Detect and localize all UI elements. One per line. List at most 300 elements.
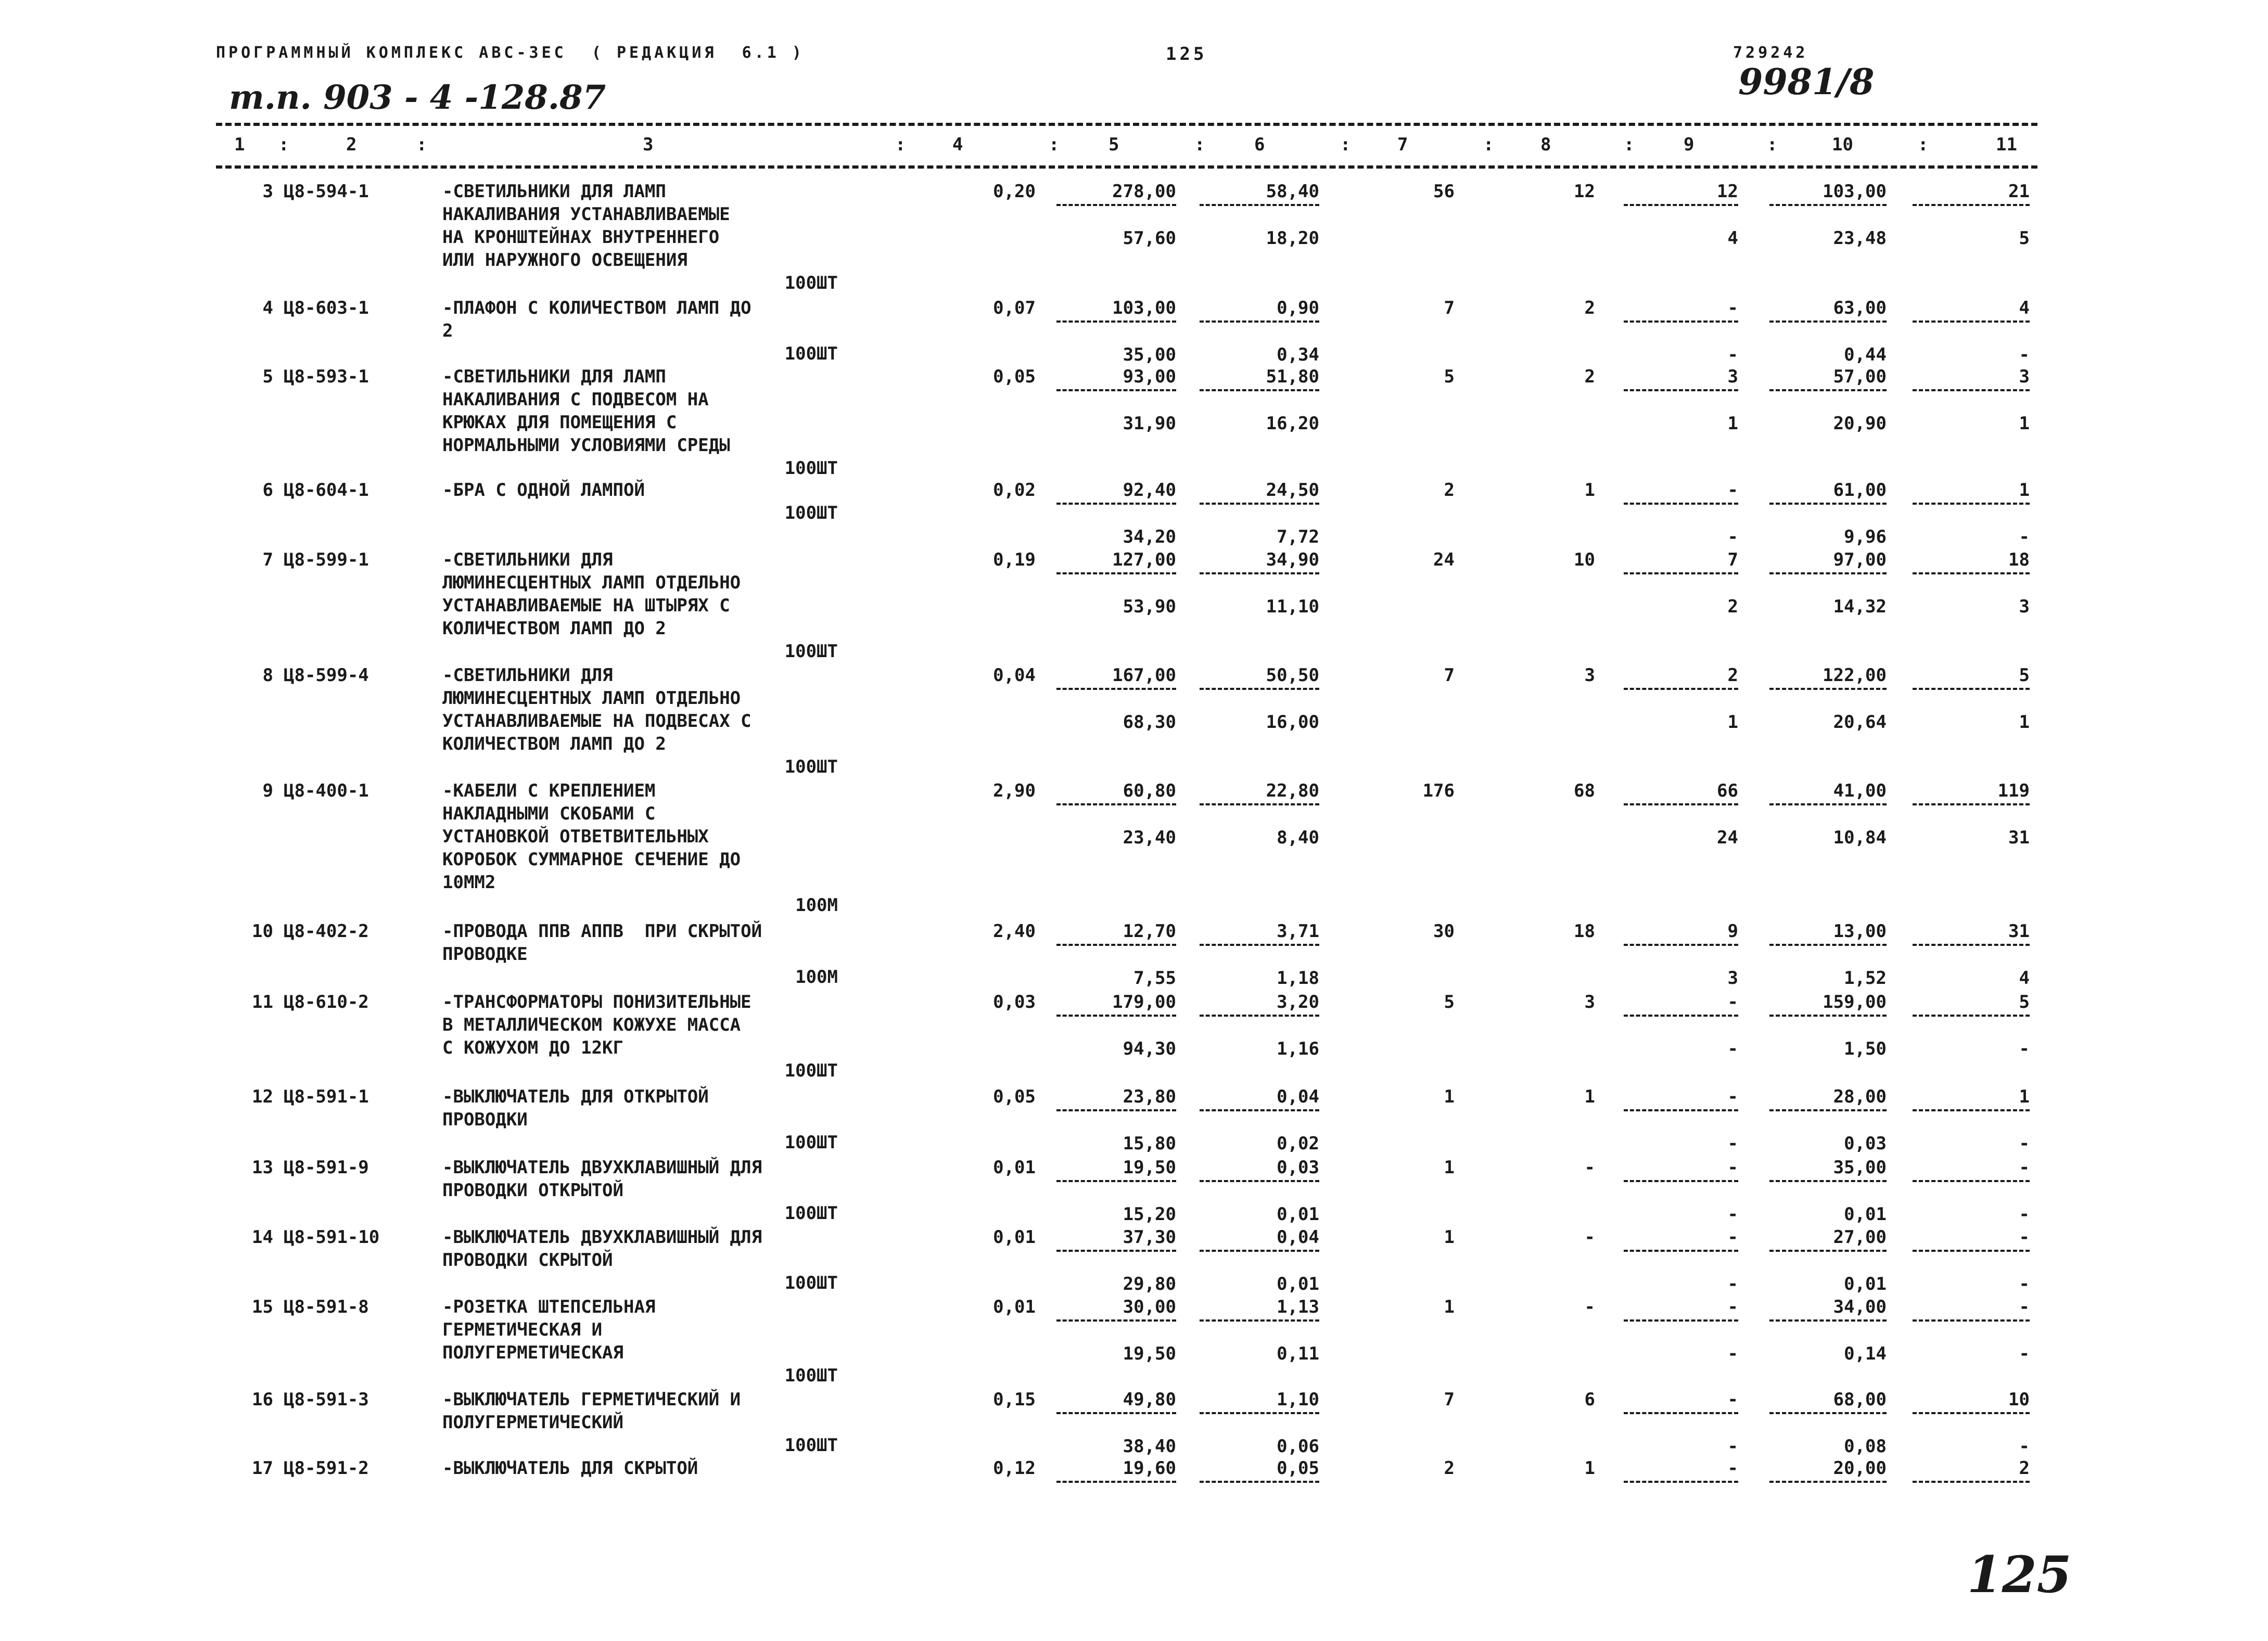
separator-col11	[1913, 572, 2030, 574]
row-number: 17	[252, 1458, 273, 1479]
value-c5: 167,00	[1112, 665, 1176, 686]
value-c8: 68	[1574, 780, 1595, 801]
unit-of-measure: 100ШТ	[784, 1132, 838, 1153]
quantity: 0,01	[993, 1227, 1036, 1248]
value-c6: 50,50	[1266, 665, 1319, 686]
wage-col6: 0,11	[1277, 1343, 1319, 1364]
work-description: НАКЛАДНЫМИ СКОБАМИ С	[442, 803, 656, 824]
unit-of-measure: 100М	[795, 895, 838, 916]
wage-col11: -	[2019, 1133, 2030, 1154]
wage-col10: 0,08	[1844, 1436, 1887, 1457]
wage-col9: 24	[1717, 827, 1738, 848]
wage-col10: 23,48	[1833, 228, 1887, 249]
row-number: 8	[262, 665, 273, 686]
value-c8: 6	[1584, 1389, 1595, 1410]
value-c11: 3	[2019, 366, 2030, 387]
wage-col6: 16,20	[1266, 413, 1319, 434]
value-c9: 7	[1727, 549, 1738, 570]
value-c6: 22,80	[1266, 780, 1319, 801]
work-description: НАКАЛИВАНИЯ УСТАНАВЛИВАЕМЫЕ	[442, 204, 730, 225]
rate-code: Ц8-594-1	[284, 181, 369, 202]
column-number-8: 8	[1540, 134, 1551, 155]
separator-col6	[1200, 944, 1319, 946]
value-c6: 24,50	[1266, 480, 1319, 501]
value-c6: 3,71	[1277, 921, 1319, 942]
wage-col11: -	[2019, 527, 2030, 547]
rate-code: Ц8-402-2	[284, 921, 369, 942]
value-c8: 1	[1584, 1458, 1595, 1479]
wage-col9: -	[1727, 344, 1738, 365]
work-description: УСТАНАВЛИВАЕМЫЕ НА ШТЫРЯХ С	[442, 595, 730, 616]
wage-col11: 1	[2019, 712, 2030, 733]
value-c7: 1	[1444, 1227, 1455, 1248]
row-number: 11	[252, 992, 273, 1012]
separator-col10	[1769, 1109, 1887, 1111]
work-description: КОЛИЧЕСТВОМ ЛАМП ДО 2	[442, 618, 666, 639]
work-description: 2	[442, 320, 453, 341]
separator-col10	[1769, 1180, 1887, 1182]
wage-col5: 68,30	[1123, 712, 1176, 733]
value-c5: 278,00	[1112, 181, 1176, 202]
value-c10: 68,00	[1833, 1389, 1887, 1410]
separator-col5	[1056, 389, 1176, 391]
wage-col9: -	[1727, 1343, 1738, 1364]
column-number-2: 2	[346, 134, 357, 155]
rate-code: Ц8-603-1	[284, 298, 369, 318]
wage-col9: 1	[1727, 413, 1738, 434]
column-separator: :	[1483, 134, 1494, 155]
wage-col11: -	[2019, 1274, 2030, 1294]
value-c11: 1	[2019, 1086, 2030, 1107]
work-description: -СВЕТИЛЬНИКИ ДЛЯ	[442, 549, 613, 570]
separator-col6	[1200, 204, 1319, 206]
column-number-6: 6	[1254, 134, 1265, 155]
wage-col9: 1	[1727, 712, 1738, 733]
separator-col5	[1056, 503, 1176, 505]
wage-col10: 1,52	[1844, 968, 1887, 989]
separator-col5	[1056, 1319, 1176, 1322]
wage-col10: 20,90	[1833, 413, 1887, 434]
work-description: ПРОВОДКИ СКРЫТОЙ	[442, 1250, 613, 1271]
rate-code: Ц8-591-10	[284, 1227, 380, 1248]
value-c7: 176	[1422, 780, 1455, 801]
value-c7: 7	[1444, 1389, 1455, 1410]
wage-col5: 57,60	[1123, 228, 1176, 249]
value-c11: -	[2019, 1157, 2030, 1178]
separator-col5	[1056, 944, 1176, 946]
unit-of-measure: 100ШТ	[784, 757, 838, 777]
unit-of-measure: 100ШТ	[784, 343, 838, 364]
work-description: -СВЕТИЛЬНИКИ ДЛЯ ЛАМП	[442, 181, 666, 202]
separator-col5	[1056, 204, 1176, 206]
unit-of-measure: 100ШТ	[784, 273, 838, 293]
separator-col5	[1056, 1109, 1176, 1111]
wage-col5: 15,80	[1123, 1133, 1176, 1154]
separator-col9	[1624, 1015, 1738, 1017]
unit-of-measure: 100ШТ	[784, 458, 838, 479]
work-description: -ВЫКЛЮЧАТЕЛЬ ДЛЯ ОТКРЫТОЙ	[442, 1086, 709, 1107]
quantity: 0,15	[993, 1389, 1036, 1410]
value-c9: -	[1727, 1086, 1738, 1107]
column-separator: :	[1194, 134, 1205, 155]
separator-col11	[1913, 803, 2030, 805]
column-separator: :	[416, 134, 427, 155]
page-number: 125	[1166, 44, 1207, 65]
separator-col9	[1624, 1180, 1738, 1182]
value-c11: 10	[2008, 1389, 2030, 1410]
separator-col11	[1913, 688, 2030, 690]
separator-col10	[1769, 389, 1887, 391]
value-c7: 1	[1444, 1157, 1455, 1178]
value-c7: 5	[1444, 992, 1455, 1012]
program-header: ПРОГРАММНЫЙ КОМПЛЕКС АВС-ЗЕС ( РЕДАКЦИЯ 6.1 )	[216, 44, 805, 62]
wage-col6: 0,06	[1277, 1436, 1319, 1457]
value-c7: 5	[1444, 366, 1455, 387]
value-c8: 12	[1574, 181, 1595, 202]
wage-col11: -	[2019, 1204, 2030, 1225]
column-separator: :	[1340, 134, 1351, 155]
value-c7: 56	[1433, 181, 1455, 202]
work-description: -ВЫКЛЮЧАТЕЛЬ ДВУХКЛАВИШНЫЙ ДЛЯ	[442, 1157, 762, 1178]
wage-col10: 0,14	[1844, 1343, 1887, 1364]
unit-of-measure: 100ШТ	[784, 1435, 838, 1456]
wage-col6: 0,34	[1277, 344, 1319, 365]
rate-code: Ц8-599-1	[284, 549, 369, 570]
quantity: 0,05	[993, 366, 1036, 387]
column-number-11: 11	[1996, 134, 2017, 155]
separator-col6	[1200, 1481, 1319, 1483]
value-c9: -	[1727, 1157, 1738, 1178]
value-c5: 93,00	[1123, 366, 1176, 387]
row-number: 3	[262, 181, 273, 202]
separator-col9	[1624, 389, 1738, 391]
work-description: ПРОВОДКЕ	[442, 944, 528, 965]
column-separator: :	[278, 134, 289, 155]
value-c11: 1	[2019, 480, 2030, 501]
quantity: 2,90	[993, 780, 1036, 801]
separator-col10	[1769, 1412, 1887, 1414]
value-c10: 13,00	[1833, 921, 1887, 942]
work-description: -ВЫКЛЮЧАТЕЛЬ ГЕРМЕТИЧЕСКИЙ И	[442, 1389, 741, 1410]
value-c8: 2	[1584, 366, 1595, 387]
rate-code: Ц8-591-2	[284, 1458, 369, 1479]
wage-col9: 2	[1727, 596, 1738, 617]
wage-col9: -	[1727, 1436, 1738, 1457]
column-number-5: 5	[1108, 134, 1119, 155]
wage-col9: 4	[1727, 228, 1738, 249]
value-c5: 127,00	[1112, 549, 1176, 570]
separator-col10	[1769, 944, 1887, 946]
value-c9: 2	[1727, 665, 1738, 686]
work-description: ПОЛУГЕРМЕТИЧЕСКИЙ	[442, 1412, 623, 1433]
wage-col5: 38,40	[1123, 1436, 1176, 1457]
rate-code: Ц8-591-3	[284, 1389, 369, 1410]
rate-code: Ц8-599-4	[284, 665, 369, 686]
work-description: С КОЖУХОМ ДО 12КГ	[442, 1037, 623, 1058]
wage-col10: 10,84	[1833, 827, 1887, 848]
wage-col5: 34,20	[1123, 527, 1176, 547]
separator-col10	[1769, 688, 1887, 690]
separator-col9	[1624, 1109, 1738, 1111]
value-c9: 3	[1727, 366, 1738, 387]
separator-col9	[1624, 1319, 1738, 1322]
separator-col10	[1769, 1250, 1887, 1252]
quantity: 0,20	[993, 181, 1036, 202]
separator-col6	[1200, 1180, 1319, 1182]
rate-code: Ц8-400-1	[284, 780, 369, 801]
doc-code: 729242	[1733, 44, 1808, 62]
row-number: 12	[252, 1086, 273, 1107]
wage-col11: -	[2019, 1343, 2030, 1364]
work-description: НАКАЛИВАНИЯ С ПОДВЕСОМ НА	[442, 389, 709, 410]
quantity: 0,07	[993, 298, 1036, 318]
value-c6: 34,90	[1266, 549, 1319, 570]
quantity: 0,02	[993, 480, 1036, 501]
wage-col6: 16,00	[1266, 712, 1319, 733]
value-c9: -	[1727, 480, 1738, 501]
wage-col6: 0,01	[1277, 1204, 1319, 1225]
separator-col11	[1913, 204, 2030, 206]
quantity: 2,40	[993, 921, 1036, 942]
value-c11: -	[2019, 1227, 2030, 1248]
wage-col6: 18,20	[1266, 228, 1319, 249]
work-description: ИЛИ НАРУЖНОГО ОСВЕЩЕНИЯ	[442, 250, 687, 271]
separator-col11	[1913, 1412, 2030, 1414]
unit-of-measure: 100ШТ	[784, 503, 838, 523]
unit-of-measure: 100ШТ	[784, 1365, 838, 1386]
value-c7: 2	[1444, 480, 1455, 501]
value-c5: 30,00	[1123, 1297, 1176, 1317]
separator-col6	[1200, 1319, 1319, 1322]
wage-col9: 3	[1727, 968, 1738, 989]
work-description: -ПРОВОДА ППВ АППВ ПРИ СКРЫТОЙ	[442, 921, 762, 942]
value-c10: 122,00	[1823, 665, 1887, 686]
separator-col9	[1624, 320, 1738, 323]
value-c5: 19,50	[1123, 1157, 1176, 1178]
value-c10: 103,00	[1823, 181, 1887, 202]
work-description: КРЮКАХ ДЛЯ ПОМЕЩЕНИЯ С	[442, 412, 677, 433]
wage-col10: 14,32	[1833, 596, 1887, 617]
separator-col5	[1056, 688, 1176, 690]
separator-col6	[1200, 803, 1319, 805]
unit-of-measure: 100ШТ	[784, 1060, 838, 1081]
value-c10: 35,00	[1833, 1157, 1887, 1178]
value-c8: 3	[1584, 665, 1595, 686]
value-c6: 58,40	[1266, 181, 1319, 202]
row-number: 6	[262, 480, 273, 501]
value-c11: 18	[2008, 549, 2030, 570]
work-description: ПОЛУГЕРМЕТИЧЕСКАЯ	[442, 1342, 623, 1363]
separator-col11	[1913, 389, 2030, 391]
value-c6: 1,13	[1277, 1297, 1319, 1317]
value-c7: 1	[1444, 1297, 1455, 1317]
separator-col6	[1200, 1412, 1319, 1414]
value-c11: 4	[2019, 298, 2030, 318]
separator-col6	[1200, 320, 1319, 323]
separator-col5	[1056, 1481, 1176, 1483]
separator-col5	[1056, 803, 1176, 805]
wage-col9: -	[1727, 1133, 1738, 1154]
value-c6: 0,90	[1277, 298, 1319, 318]
value-c6: 0,05	[1277, 1458, 1319, 1479]
wage-col10: 20,64	[1833, 712, 1887, 733]
value-c7: 24	[1433, 549, 1455, 570]
wage-col5: 94,30	[1123, 1039, 1176, 1059]
separator-col6	[1200, 503, 1319, 505]
value-c5: 92,40	[1123, 480, 1176, 501]
value-c11: 5	[2019, 992, 2030, 1012]
rate-code: Ц8-610-2	[284, 992, 369, 1012]
work-description: ГЕРМЕТИЧЕСКАЯ И	[442, 1319, 603, 1340]
column-number-7: 7	[1397, 134, 1408, 155]
separator-col9	[1624, 803, 1738, 805]
separator-col11	[1913, 1319, 2030, 1322]
column-number-1: 1	[234, 134, 245, 155]
column-number-3: 3	[643, 134, 654, 155]
rate-code: Ц8-591-8	[284, 1297, 369, 1317]
wage-col6: 1,16	[1277, 1039, 1319, 1059]
value-c11: 2	[2019, 1458, 2030, 1479]
value-c10: 159,00	[1823, 992, 1887, 1012]
wage-col10: 0,44	[1844, 344, 1887, 365]
wage-col10: 1,50	[1844, 1039, 1887, 1059]
work-description: -КАБЕЛИ С КРЕПЛЕНИЕМ	[442, 780, 656, 801]
column-separator: :	[1049, 134, 1060, 155]
work-description: -ПЛАФОН С КОЛИЧЕСТВОМ ЛАМП ДО	[442, 298, 751, 318]
value-c8: -	[1584, 1157, 1595, 1178]
row-number: 4	[262, 298, 273, 318]
wage-col11: -	[2019, 1039, 2030, 1059]
value-c6: 51,80	[1266, 366, 1319, 387]
separator-col9	[1624, 1481, 1738, 1483]
value-c8: 2	[1584, 298, 1595, 318]
separator-col9	[1624, 204, 1738, 206]
work-description: -ВЫКЛЮЧАТЕЛЬ ДВУХКЛАВИШНЫЙ ДЛЯ	[442, 1227, 762, 1248]
value-c8: -	[1584, 1297, 1595, 1317]
column-separator: :	[1767, 134, 1778, 155]
work-description: ЛЮМИНЕСЦЕНТНЫХ ЛАМП ОТДЕЛЬНО	[442, 572, 741, 593]
wage-col11: -	[2019, 344, 2030, 365]
quantity: 0,19	[993, 549, 1036, 570]
separator-col6	[1200, 1250, 1319, 1252]
wage-col5: 31,90	[1123, 413, 1176, 434]
work-description: -СВЕТИЛЬНИКИ ДЛЯ ЛАМП	[442, 366, 666, 387]
value-c8: 10	[1574, 549, 1595, 570]
value-c7: 30	[1433, 921, 1455, 942]
value-c10: 20,00	[1833, 1458, 1887, 1479]
wage-col9: -	[1727, 1039, 1738, 1059]
value-c8: -	[1584, 1227, 1595, 1248]
separator-col9	[1624, 688, 1738, 690]
value-c11: 5	[2019, 665, 2030, 686]
value-c9: -	[1727, 298, 1738, 318]
wage-col5: 53,90	[1123, 596, 1176, 617]
handwritten-page-number: 125	[1967, 1545, 2072, 1604]
value-c10: 28,00	[1833, 1086, 1887, 1107]
separator-col6	[1200, 1109, 1319, 1111]
header-rule-top	[216, 123, 2037, 126]
value-c9: -	[1727, 1297, 1738, 1317]
value-c5: 37,30	[1123, 1227, 1176, 1248]
value-c9: 66	[1717, 780, 1738, 801]
separator-col10	[1769, 572, 1887, 574]
value-c11: -	[2019, 1297, 2030, 1317]
wage-col11: 4	[2019, 968, 2030, 989]
value-c10: 27,00	[1833, 1227, 1887, 1248]
wage-col9: -	[1727, 1274, 1738, 1294]
separator-col9	[1624, 1250, 1738, 1252]
wage-col11: 3	[2019, 596, 2030, 617]
wage-col9: -	[1727, 527, 1738, 547]
wage-col11: 5	[2019, 228, 2030, 249]
work-description: ЛЮМИНЕСЦЕНТНЫХ ЛАМП ОТДЕЛЬНО	[442, 688, 741, 709]
work-description: -РОЗЕТКА ШТЕПСЕЛЬНАЯ	[442, 1297, 656, 1317]
value-c8: 3	[1584, 992, 1595, 1012]
separator-col10	[1769, 503, 1887, 505]
value-c5: 12,70	[1123, 921, 1176, 942]
value-c10: 34,00	[1833, 1297, 1887, 1317]
value-c11: 21	[2008, 181, 2030, 202]
separator-col9	[1624, 503, 1738, 505]
value-c5: 49,80	[1123, 1389, 1176, 1410]
wage-col11: 31	[2008, 827, 2030, 848]
separator-col6	[1200, 389, 1319, 391]
row-number: 10	[252, 921, 273, 942]
row-number: 14	[252, 1227, 273, 1248]
wage-col9: -	[1727, 1204, 1738, 1225]
rate-code: Ц8-604-1	[284, 480, 369, 501]
value-c10: 41,00	[1833, 780, 1887, 801]
value-c5: 60,80	[1123, 780, 1176, 801]
work-description: -ВЫКЛЮЧАТЕЛЬ ДЛЯ СКРЫТОЙ	[442, 1458, 698, 1479]
column-separator: :	[1624, 134, 1635, 155]
wage-col6: 0,01	[1277, 1274, 1319, 1294]
work-description: -СВЕТИЛЬНИКИ ДЛЯ	[442, 665, 613, 686]
quantity: 0,04	[993, 665, 1036, 686]
handwritten-series: т.п. 903 - 4 -128.87	[229, 78, 606, 117]
row-number: 5	[262, 366, 273, 387]
separator-col10	[1769, 1015, 1887, 1017]
value-c5: 19,60	[1123, 1458, 1176, 1479]
work-description: -БРА С ОДНОЙ ЛАМПОЙ	[442, 480, 645, 501]
quantity: 0,01	[993, 1297, 1036, 1317]
value-c5: 23,80	[1123, 1086, 1176, 1107]
rate-code: Ц8-591-9	[284, 1157, 369, 1178]
value-c9: -	[1727, 1227, 1738, 1248]
header-rule-bottom	[216, 165, 2037, 169]
value-c10: 63,00	[1833, 298, 1887, 318]
value-c9: -	[1727, 1389, 1738, 1410]
unit-of-measure: 100ШТ	[784, 1273, 838, 1293]
wage-col5: 7,55	[1133, 968, 1176, 989]
wage-col6: 7,72	[1277, 527, 1319, 547]
value-c10: 57,00	[1833, 366, 1887, 387]
quantity: 0,03	[993, 992, 1036, 1012]
value-c6: 3,20	[1277, 992, 1319, 1012]
value-c8: 1	[1584, 480, 1595, 501]
wage-col6: 8,40	[1277, 827, 1319, 848]
separator-col5	[1056, 1015, 1176, 1017]
unit-of-measure: 100ШТ	[784, 641, 838, 662]
value-c6: 0,04	[1277, 1227, 1319, 1248]
separator-col10	[1769, 1481, 1887, 1483]
row-number: 9	[262, 780, 273, 801]
separator-col11	[1913, 1109, 2030, 1111]
column-separator: :	[1918, 134, 1929, 155]
wage-col6: 11,10	[1266, 596, 1319, 617]
wage-col10: 0,01	[1844, 1204, 1887, 1225]
work-description: УСТАНОВКОЙ ОТВЕТВИТЕЛЬНЫХ	[442, 826, 709, 847]
